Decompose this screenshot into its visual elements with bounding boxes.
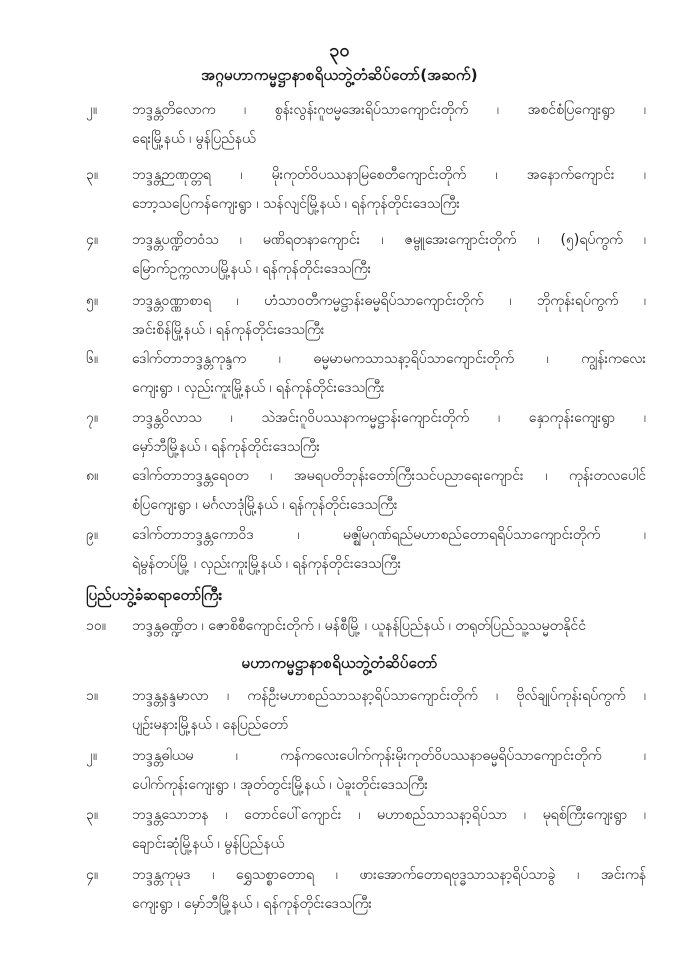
item-line-2: အင်းစိန်မြို့နယ် ၊ ရန်ကုန်တိုင်းဒေသကြီး	[132, 322, 325, 338]
item-line-2: ဘော့သပြေကန်ကျေးရွာ ၊ သန်လျင်မြို့နယ် ၊ ရန်ကုန်တိုင်းဒေသကြီး	[132, 196, 460, 212]
item-line-1: ဘဒ္ဒန္တကုမုဒ ၊ ရွှေသစ္စာတောရ ၊ ဖားအောက်တောရဗုဒ္ဓသာသနာ့ရိပ်သာခွဲ ၊ အင်းကန်	[132, 867, 646, 883]
item-line-2: ကျေးရွာ ၊ လှည်းကူးမြို့နယ် ၊ ရန်ကုန်တိုင်းဒေသကြီး	[132, 380, 385, 396]
item-line-1: ဘဒ္ဒန္တဓဏ္ဍိတ ၊ ဇောစိစီကျောင်းတိုက် ၊ မန်စီမြို့ ၊ ယူနန်ပြည်နယ် ၊ တရုတ်ပြည်သူ့သမ္မတနိုင်ငံ	[132, 618, 586, 634]
item-line-1: ဘဒ္ဒန္တနန္ဒမာလာ ၊ ကန်ဦးမဟာစည်သာသနာ့ရိပ်သာကျောင်းတိုက် ၊ ဗိုလ်ချုပ်ကုန်းရပ်ကွက် ၊	[132, 688, 646, 704]
item-line-2: ချောင်းဆုံမြို့နယ် ၊ မွန်ပြည်နယ်	[132, 836, 285, 852]
item-number: ၃။	[86, 807, 99, 823]
item-line-1: ဘဒ္ဒန္တဝိလာသ ၊ သဲအင်းဂူဝိပဿနာကမ္မဋ္ဌာန်းကျောင်းတိုက် ၊ နှောကုန်းကျေးရွာ ၊	[132, 410, 646, 426]
item-number: ၉။	[86, 527, 99, 543]
item-line-1: ဘဒ္ဒန္တဓါယမ ၊ ကန်ကလေးပေါက်ကုန်းမိုးကုတ်ဝိပဿနာဓမ္မရိပ်သာကျောင်းတိုက် ၊	[132, 748, 646, 764]
item-number: ၁။	[86, 688, 99, 704]
item-line-2: မှော်ဘီမြို့နယ် ၊ ရန်ကုန်တိုင်းဒေသကြီး	[132, 439, 320, 455]
item-line-1: ဘဒ္ဒန္တတိလောက ၊ စွန်းလွန်းဂူဗမ္မအေးရိပ်သာကျောင်းတိုက် ၊ အစင်စံပြကျေးရွာ ၊	[132, 102, 646, 118]
item-line-2: ကျေးရွာ ၊ မှော်ဘီမြို့နယ် ၊ ရန်ကုန်တိုင်းဒေသကြီး	[132, 896, 372, 912]
item-line-1: ဘဒ္ဒန္တဝဏ္ဏာစာရ ၊ ဟံသာဝတီကမ္မဋ္ဌာန်းဓမ္မရိပ်သာကျောင်းတိုက် ၊ ဘိုကုန်းရပ်ကွက် ၊	[132, 293, 646, 309]
item-number: ၂။	[86, 748, 98, 764]
item-line-2: စံပြကျေးရွာ ၊ မင်္ဂလာဒုံမြို့နယ် ၊ ရန်ကုန်တိုင်းဒေသကြီး	[132, 497, 398, 513]
item-number: ၈။	[86, 468, 99, 484]
item-line-1: ဘဒ္ဒန္တဉာဏုတ္တရ ၊ မိုးကုတ်ဝိပဿနာမြစေတီကျောင်းတိုက် ၊ အနောက်ကျောင်း ၊	[132, 167, 646, 183]
item-line-2: မြောက်ဥက္ကလာပမြို့နယ် ၊ ရန်ကုန်တိုင်းဒေသကြီး	[132, 261, 372, 277]
item-line-1: ဒေါက်တာဘဒ္ဒန္တကောဝိဒ ၊ မဇ္ဈိမဂုဏ်ရည်မဟာစည်တောရရိပ်သာကျောင်းတိုက် ၊	[132, 527, 646, 543]
item-line-2: ရဲမွန်တပ်မြို့ ၊ လှည်းကူးမြို့နယ် ၊ ရန်ကုန်တိုင်းဒေသကြီး	[132, 556, 402, 572]
item-number: ၅။	[86, 293, 99, 309]
section-title-agga: အဂ္ဂမဟာကမ္မဋ္ဌာနာစရိယဘွဲ့တံဆိပ်တော်(အဆက်)	[201, 66, 478, 84]
item-line-1: ဒေါက်တာဘဒ္ဒန္တကုန္ဒက ၊ ဓမ္မမာမကသာသနာ့ရိပ်သာကျောင်းတိုက် ၊ ကျွန်းကလေး	[132, 351, 646, 367]
item-line-2: ပေါက်ကုန်းကျေးရွာ ၊ အုတ်တွင်းမြို့နယ် ၊ ပဲခူးတိုင်းဒေသကြီး	[132, 777, 428, 793]
item-line-1: ဒေါက်တာဘဒ္ဒန္တရေဝတ ၊ အမရပတိဘုန်းတော်ကြီးသင်ပညာရေးကျောင်း ၊ ကုန်းတလပေါင်	[132, 468, 646, 484]
section-title-maha: မဟာကမ္မဋ္ဌာနာစရိယဘွဲ့တံဆိပ်တော်	[241, 654, 438, 672]
subheading-overseas: ပြည်ပဘွဲ့ခံဆရာတော်ကြီး	[86, 586, 223, 604]
item-number: ၃။	[86, 167, 99, 183]
item-line-1: ဘဒ္ဒန္တပဏ္ဍိတဝံသ ၊ မဏိရတနာကျောင်း ၊ ဇမ္ဗူအေးကျောင်းတိုက် ၊ (၅)ရပ်ကွက် ၊	[132, 232, 646, 248]
item-number: ၄။	[86, 867, 99, 883]
item-number: ၁၀။	[86, 618, 106, 634]
item-line-1: ဘဒ္ဒန္တသောဘန ၊ တောင်ပေါ်ကျောင်း ၊ မဟာစည်သာသနာ့ရိပ်သာ ၊ မုရစ်ကြီးကျေးရွာ ၊	[132, 807, 646, 823]
item-line-2: ပျဉ်းမနားမြို့နယ် ၊ နေပြည်တော်	[132, 717, 289, 733]
item-number: ၂။	[86, 102, 98, 118]
item-number: ၇။	[86, 410, 99, 426]
page-number: ၃၀	[329, 40, 350, 61]
item-number: ၄။	[86, 232, 99, 248]
item-number: ၆။	[86, 351, 99, 367]
item-line-2: ရေးမြို့နယ် ၊ မွန်ပြည်နယ်	[132, 131, 256, 147]
